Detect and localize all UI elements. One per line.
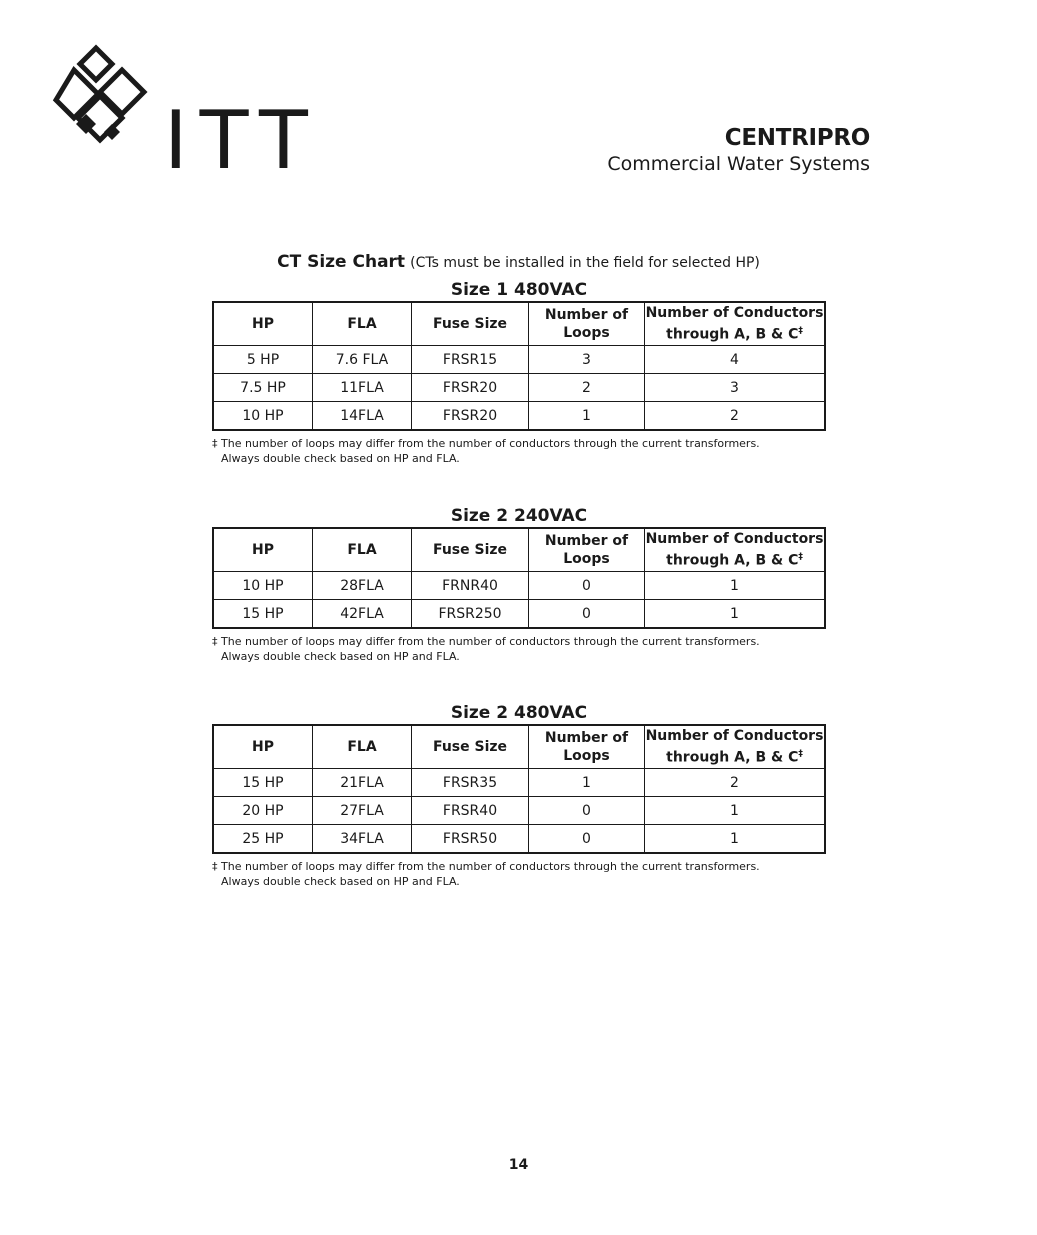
cell-fla: 7.6 FLA: [313, 346, 412, 374]
col-header-hp: HP: [213, 302, 313, 346]
cell-hp: 25 HP: [213, 825, 313, 854]
col-header-fuse: Fuse Size: [412, 725, 529, 769]
cell-loops: 0: [529, 825, 645, 854]
page-number: 14: [508, 1157, 529, 1173]
col-header-hp: HP: [213, 725, 313, 769]
section-title: Size 2 240VAC: [450, 506, 588, 526]
cell-fla: 11FLA: [313, 374, 412, 402]
table-row: [213, 600, 825, 629]
cell-conductors: 1: [645, 825, 826, 854]
section-size2-240vac: [212, 505, 826, 664]
cell-fuse: FRSR250: [412, 600, 529, 629]
col-header-loops: Number of Loops: [529, 302, 645, 346]
section-title: Size 2 480VAC: [450, 703, 588, 723]
logo-text: ITT: [164, 94, 320, 187]
cell-conductors: 3: [645, 374, 826, 402]
table-row: [213, 797, 825, 825]
cell-fla: 34FLA: [313, 825, 412, 854]
cell-hp: 15 HP: [213, 600, 313, 629]
cell-loops: 2: [529, 374, 645, 402]
ct-table: [212, 527, 826, 629]
section-size2-480vac: [212, 702, 826, 889]
cell-loops: 0: [529, 572, 645, 600]
table-header-row: [213, 302, 825, 346]
cell-fuse: FRSR20: [412, 402, 529, 431]
col-header-fla: FLA: [313, 528, 412, 572]
cell-hp: 15 HP: [213, 769, 313, 797]
col-header-hp: HP: [213, 528, 313, 572]
cell-hp: 7.5 HP: [213, 374, 313, 402]
col-header-conductors: Number of Conductors through A, B & C‡: [645, 528, 826, 572]
cell-fla: 42FLA: [313, 600, 412, 629]
table-row: [213, 374, 825, 402]
cell-hp: 10 HP: [213, 402, 313, 431]
cell-hp: 20 HP: [213, 797, 313, 825]
cell-fla: 27FLA: [313, 797, 412, 825]
col-header-loops: Number of Loops: [529, 528, 645, 572]
ct-table: [212, 724, 826, 854]
col-header-conductors: Number of Conductors through A, B & C‡: [645, 725, 826, 769]
cell-conductors: 4: [645, 346, 826, 374]
cell-conductors: 1: [645, 600, 826, 629]
table-header-row: [213, 725, 825, 769]
cell-loops: 1: [529, 402, 645, 431]
col-header-fuse: Fuse Size: [412, 302, 529, 346]
cell-loops: 0: [529, 600, 645, 629]
cell-fla: 14FLA: [313, 402, 412, 431]
itt-logo-mark-icon: [52, 44, 320, 187]
brand-block: [607, 124, 870, 176]
col-header-fla: FLA: [313, 302, 412, 346]
table-row: [213, 346, 825, 374]
table-row: [213, 572, 825, 600]
footnote: ‡ The number of loops may differ from the number of conductors through the current transformers. Always double check based on HP and FLA.: [212, 635, 760, 663]
cell-fuse: FRSR50: [412, 825, 529, 854]
table-row: [213, 769, 825, 797]
cell-conductors: 2: [645, 402, 826, 431]
cell-fuse: FRNR40: [412, 572, 529, 600]
chart-note: (CTs must be installed in the field for selected HP): [410, 255, 760, 271]
table-header-row: [213, 528, 825, 572]
col-header-fla: FLA: [313, 725, 412, 769]
cell-fuse: FRSR15: [412, 346, 529, 374]
cell-conductors: 1: [645, 572, 826, 600]
footnote: ‡ The number of loops may differ from the number of conductors through the current transformers. Always double check based on HP and FLA.: [212, 860, 760, 888]
cell-fla: 21FLA: [313, 769, 412, 797]
cell-fuse: FRSR35: [412, 769, 529, 797]
brand-name: CENTRIPRO: [724, 125, 870, 151]
chart-heading: [0, 252, 1037, 272]
brand-subtitle: Commercial Water Systems: [607, 153, 870, 175]
cell-loops: 1: [529, 769, 645, 797]
chart-title: CT Size Chart: [277, 252, 406, 272]
table-row: [213, 825, 825, 854]
cell-fuse: FRSR20: [412, 374, 529, 402]
itt-logo: [52, 44, 320, 187]
ct-table: [212, 301, 826, 431]
cell-fuse: FRSR40: [412, 797, 529, 825]
cell-loops: 0: [529, 797, 645, 825]
cell-hp: 5 HP: [213, 346, 313, 374]
cell-conductors: 1: [645, 797, 826, 825]
section-title: Size 1 480VAC: [450, 280, 588, 300]
footnote: ‡ The number of loops may differ from the number of conductors through the current transformers. Always double check based on HP and FLA.: [212, 437, 760, 465]
col-header-conductors: Number of Conductors through A, B & C‡: [645, 302, 826, 346]
cell-conductors: 2: [645, 769, 826, 797]
table-row: [213, 402, 825, 431]
col-header-fuse: Fuse Size: [412, 528, 529, 572]
section-size1-480vac: [212, 279, 826, 466]
cell-loops: 3: [529, 346, 645, 374]
cell-hp: 10 HP: [213, 572, 313, 600]
cell-fla: 28FLA: [313, 572, 412, 600]
col-header-loops: Number of Loops: [529, 725, 645, 769]
